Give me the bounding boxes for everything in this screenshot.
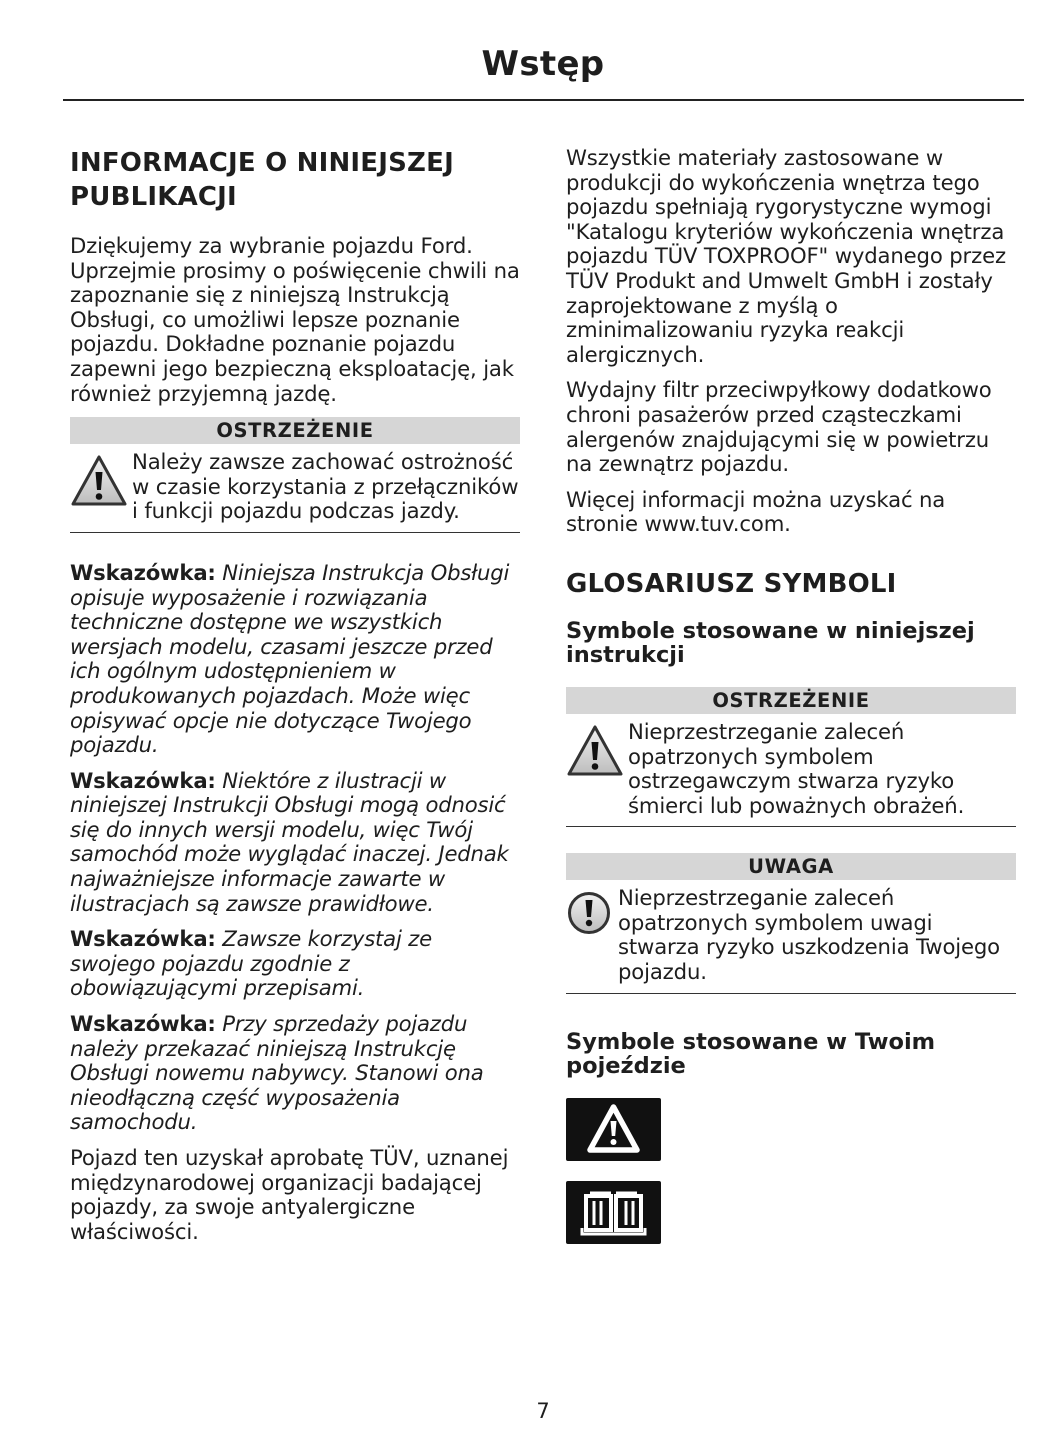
note-text: Przy sprzedaży pojazdu należy przekazać niniejszą Instrukcję Obsługi nowemu nabywcy. Stanowi ona nieodłączną część wyposażenia samochodu. xyxy=(70,1011,484,1135)
intro-paragraph: Dziękujemy za wybranie pojazdu Ford. Uprzejmie prosimy o poświęcenie chwili na zapoznanie się z niniejszą Instrukcją Obsługi, co umożliwi lepsze poznanie pojazdu. Dokładne poznanie pojazdu zapewni jego bezpieczną eksploatację, jak również przyjemną jazdę. xyxy=(70,233,520,406)
note-paragraph-2 xyxy=(70,769,520,917)
note-paragraph-4 xyxy=(70,1012,520,1135)
warning-triangle-icon xyxy=(70,454,128,508)
section-heading-publication: INFORMACJE O NINIEJSZEJ PUBLIKACJI xyxy=(70,148,454,212)
note-text: Niektóre z ilustracji w niniejszej Instrukcji Obsługi mogą odnosić się do innych wersji modelu, więc Twój samochód może wyglądać inaczej. Jednak najważniejsze informacje zawarte w ilustracjach są zawsze prawidłowe. xyxy=(70,767,509,916)
caution-box xyxy=(566,853,1016,993)
more-info-paragraph: Więcej informacji można uzyskać na stronie www.tuv.com. xyxy=(566,486,946,537)
page-number: 7 xyxy=(536,1399,550,1423)
warning-box-message: Należy zawsze zachować ostrożność w czasie korzystania z przełączników i funkcji pojazdu podczas jazdy. xyxy=(132,449,519,524)
owner-manual-book-icon xyxy=(566,1181,661,1244)
warning-box xyxy=(70,417,520,533)
tuv-paragraph: Pojazd ten uzyskał aprobatę TÜV, uznanej międzynarodowej organizacji badającej pojazdy, za swoje antyalergiczne właściwości. xyxy=(70,1145,509,1244)
note-label: Wskazówka: xyxy=(70,559,216,585)
note-label: Wskazówka: xyxy=(70,1011,216,1037)
subheading-vehicle-symbols: Symbole stosowane w Twoim pojeździe xyxy=(566,1028,936,1079)
materials-paragraph: Wszystkie materiały zastosowane w produkcji do wykończenia wnętrza tego pojazdu spełniają rygorystyczne wymogi "Katalogu kryteriów wykończenia wnętrza pojazdu TÜV TOXPROOF" wydanego przez TÜV Produkt and Umwelt GmbH i zostały zaprojektowane z myślą o zminimalizowaniu ryzyka reakcji alergicznych. xyxy=(566,145,1006,367)
caution-text xyxy=(566,886,1016,984)
note-text: Zawsze korzystaj ze swojego pojazdu zgodnie z obowiązującymi przepisami. xyxy=(70,926,432,1001)
note-text: Niniejsza Instrukcja Obsługi opisuje wyposażenie i rozwiązania techniczne dostępne we wszystkich wersjach modelu, czasami jeszcze przed ich ogólnym udostępnieniem w produkowanych pojazdach. Może więc opisywać opcje nie dotyczące Twojego pojazdu. xyxy=(70,559,510,758)
filter-paragraph: Wydajny filtr przeciwpyłkowy dodatkowo chroni pasażerów przed cząsteczkami alergenów znajdującymi się w powietrzu na zewnątrz pojazdu. xyxy=(566,377,992,477)
note-label: Wskazówka: xyxy=(70,926,216,952)
caution-circle-icon xyxy=(566,890,614,962)
warning-symbol-message: Nieprzestrzeganie zaleceń opatrzonych symbolem ostrzegawczym stwarza ryzyko śmierci lub poważnych obrażeń. xyxy=(628,718,965,818)
left-column xyxy=(70,146,520,1255)
warning-triangle-icon xyxy=(566,724,624,796)
warning-box-text xyxy=(70,450,520,524)
note-label: Wskazówka: xyxy=(70,767,216,793)
right-column xyxy=(566,146,1016,1264)
page-title: Wstęp xyxy=(481,44,605,84)
note-paragraph-3 xyxy=(70,927,520,1001)
vehicle-warning-symbol xyxy=(566,1098,661,1161)
caution-message: Nieprzestrzeganie zaleceń opatrzonych symbolem uwagi stwarza ryzyko uszkodzenia Twojego pojazdu. xyxy=(618,885,1000,985)
vehicle-manual-symbol xyxy=(566,1181,661,1244)
caution-label: UWAGA xyxy=(566,853,1016,880)
section-heading-glossary: GLOSARIUSZ SYMBOLI xyxy=(566,568,897,599)
warning-symbol-text xyxy=(566,720,1016,818)
warning-triangle-icon xyxy=(566,1098,661,1161)
warning-symbol-label: OSTRZEŻENIE xyxy=(566,687,1016,714)
subheading-manual-symbols: Symbole stosowane w niniejszej instrukcji xyxy=(566,617,975,668)
title-divider xyxy=(63,99,1024,101)
note-paragraph-1 xyxy=(70,561,520,758)
warning-box-label: OSTRZEŻENIE xyxy=(70,417,520,444)
warning-symbol-box xyxy=(566,687,1016,827)
